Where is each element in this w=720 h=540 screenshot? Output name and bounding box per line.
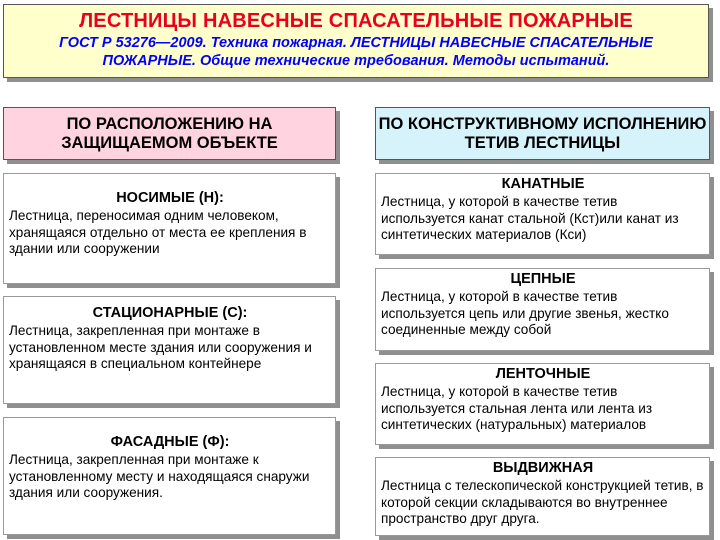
type-chain-title: ЦЕПНЫЕ <box>510 271 576 287</box>
type-portable-desc: Лестница, переносимая одним человеком, хранящаяся отдельно от места ее крепления в здании или сооружении <box>9 208 307 256</box>
title-banner <box>3 4 709 78</box>
type-portable-title: НОСИМЫЕ (Н): <box>116 190 224 206</box>
category-location-heading <box>3 107 336 160</box>
page-subtitle: ГОСТ Р 53276—2009. Техника пожарная. ЛЕСТНИЦЫ НАВЕСНЫЕ СПАСАТЕЛЬНЫЕ ПОЖАРНЫЕ. Общие технические требования. Методы испытаний. <box>59 35 653 69</box>
type-chain-desc: Лестница, у которой в качестве тетив используется цепь или другие звенья, жестко соединенные между собой <box>381 289 669 337</box>
type-stationary-desc: Лестница, закрепленная при монтаже в установленном месте здания или сооружения и хранящаяся в специальном контейнере <box>9 323 312 371</box>
type-facade-card <box>3 417 336 535</box>
category-location-label: ПО РАСПОЛОЖЕНИЮ НА ЗАЩИЩАЕМОМ ОБЪЕКТЕ <box>61 114 278 152</box>
type-facade-desc: Лестница, закрепленная при монтаже к установленному месту и находящаяся снаружи здания или сооружения. <box>9 452 310 500</box>
type-telescopic-title: ВЫДВИЖНАЯ <box>492 460 594 476</box>
category-stringer-label: ПО КОНСТРУКТИВНОМУ ИСПОЛНЕНИЮ ТЕТИВ ЛЕСТНИЦЫ <box>378 114 707 152</box>
category-stringer-heading <box>375 107 710 160</box>
type-telescopic-card <box>375 457 710 536</box>
type-facade-title: ФАСАДНЫЕ (Ф): <box>110 434 230 450</box>
type-telescopic-desc: Лестница с телескопической конструкцией тетив, в которой секции складываются во внутреннее пространство друг друга. <box>381 478 704 526</box>
type-chain-card <box>375 268 710 351</box>
type-tape-title: ЛЕНТОЧНЫЕ <box>495 366 591 382</box>
type-tape-card <box>375 363 710 445</box>
type-stationary-card <box>3 296 336 404</box>
type-rope-title: КАНАТНЫЕ <box>501 176 585 192</box>
type-tape-desc: Лестница, у которой в качестве тетив используется стальная лента или лента из синтетических (натуральных) материалов <box>381 384 653 432</box>
type-stationary-title: СТАЦИОНАРНЫЕ (С): <box>92 305 248 321</box>
type-rope-card <box>375 173 710 255</box>
type-portable-card <box>3 173 336 284</box>
page-title: ЛЕСТНИЦЫ НАВЕСНЫЕ СПАСАТЕЛЬНЫЕ ПОЖАРНЫЕ <box>79 10 633 32</box>
type-rope-desc: Лестница, у которой в качестве тетив используется канат стальной (Кст)или канат из синтетических материалов (Кси) <box>381 194 679 242</box>
